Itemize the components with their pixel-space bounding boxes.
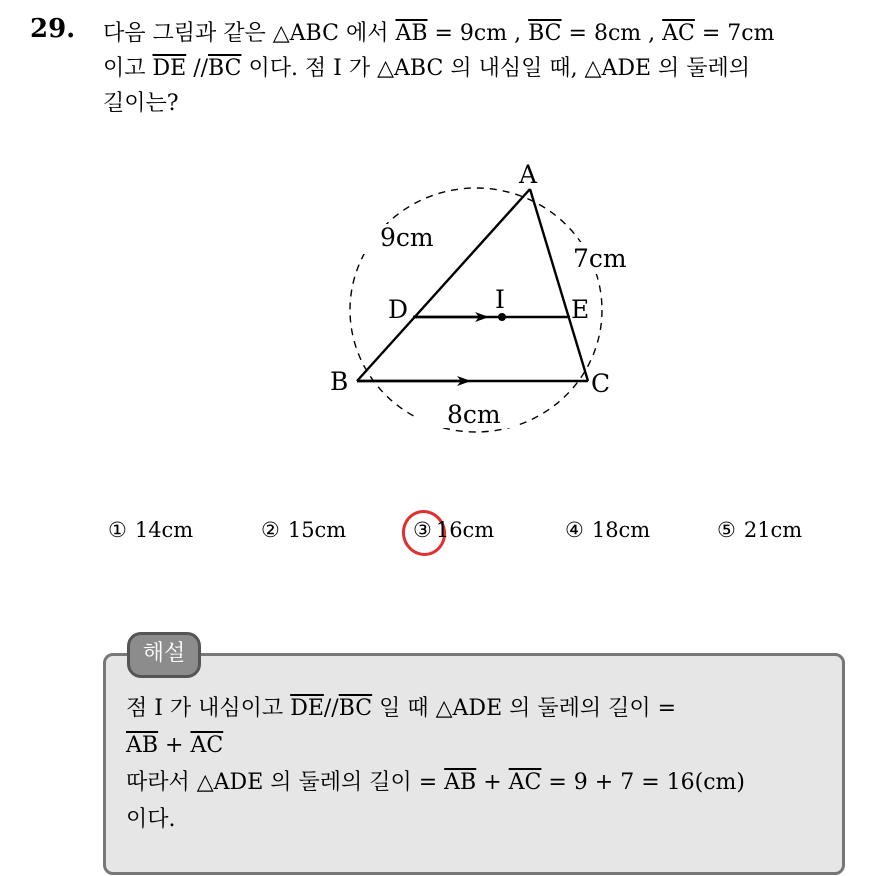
solution-text-part: // [323,696,339,721]
solution-text-part: 점 I 가 내심이고 [126,696,291,721]
length-ab: 9cm [380,223,434,252]
choice-5[interactable] [717,518,802,542]
label-e: E [571,295,590,324]
choice-number: ② [261,518,280,542]
question-text-part: 다음 그림과 같은 △ABC 에서 [103,21,396,46]
solution-line-1 [126,690,826,727]
question-line-2 [103,51,863,86]
question-number: 29. [30,14,76,44]
choice-number: ① [108,518,127,542]
answer-choices [108,518,828,554]
length-ac: 7cm [573,244,627,273]
choice-1[interactable] [108,518,193,542]
segment-bc: $\overline{BC}$ [528,21,562,46]
choice-number: ③ [413,518,432,542]
question-text-part: 이고 [103,56,153,81]
choice-text: 16cm [435,518,495,542]
solution-text-part: + [158,733,191,758]
choice-2[interactable] [261,518,346,542]
question-line-1 [103,16,863,51]
solution-line-4: 이다. [126,807,176,832]
segment-bc: $\overline{BC}$ [338,696,373,721]
solution-text-part: 따라서 △ADE 의 둘레의 길이 = [126,770,445,795]
question-text-part: = 7cm [694,21,775,46]
segment-ab: $\overline{AB}$ [126,733,159,758]
solution-line-2 [126,727,826,764]
solution-text [126,690,826,838]
solution-line-3 [126,764,826,801]
label-d: D [388,295,409,324]
solution-text-part: 일 때 △ADE 의 둘레의 길이 = [372,696,677,721]
choice-number: ④ [565,518,584,542]
label-c: C [591,369,611,398]
solution-text-part: = 9 + 7 = 16(cm) [541,770,745,795]
label-a: A [519,160,538,189]
segment-ac: $\overline{AC}$ [662,21,695,46]
choice-text: 14cm [134,518,194,542]
segment-ac: $\overline{AC}$ [190,733,224,758]
choice-text: 15cm [287,518,347,542]
question-text-part: = 8cm , [561,21,663,46]
segment-ac: $\overline{AC}$ [508,770,542,795]
question-text-part: 이다. 점 I 가 △ABC 의 내심일 때, △ADE 의 둘레의 [241,56,751,81]
question-line-3: 길이는? [103,91,179,116]
triangle-figure [300,150,640,440]
segment-ab: $\overline{AB}$ [444,770,477,795]
question-text-part: // [186,56,209,81]
choice-number: ⑤ [717,518,736,542]
choice-text: 21cm [743,518,803,542]
length-bc: 8cm [447,400,501,429]
solution-text-part: + [476,770,509,795]
side-ac [530,189,588,381]
choice-3[interactable] [413,518,494,542]
segment-de: $\overline{DE}$ [290,696,324,721]
incenter-point [498,313,506,321]
segment-de: $\overline{DE}$ [152,56,187,81]
solution-tab: 해설 [127,632,201,678]
segment-bc: $\overline{BC}$ [208,56,242,81]
question-text [103,16,863,121]
choice-text: 18cm [591,518,651,542]
label-i: I [495,285,505,314]
choice-4[interactable] [565,518,650,542]
question-text-part: = 9cm , [427,21,529,46]
label-b: B [330,367,349,396]
segment-ab: $\overline{AB}$ [395,21,428,46]
